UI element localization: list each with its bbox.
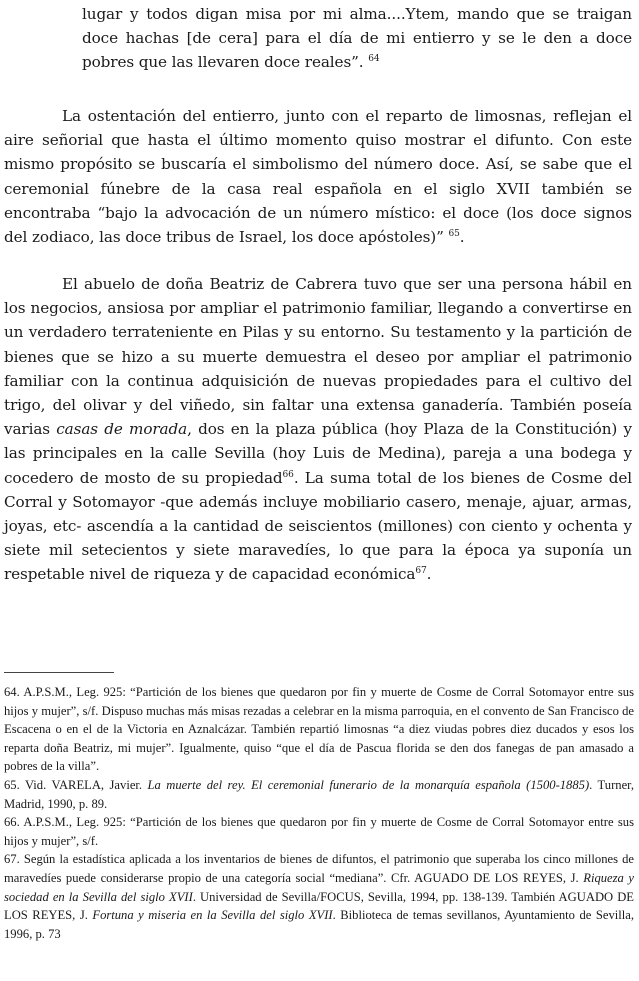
footnote-67	[4, 850, 634, 943]
footnote-65	[4, 776, 634, 813]
footnotes-section	[4, 683, 634, 943]
quote-text: lugar y todos digan misa por mi alma....Ytem, mando que se traigan doce hachas [de cera] para el día de mi entierro y se le den a doce pobres que las llevaren doce reales”.	[82, 5, 632, 72]
footnote-65-title: La muerte del rey. El ceremonial funerario de la monarquía española (1500-1885)	[147, 777, 590, 792]
paragraph2-part2: , dos en la plaza pública (hoy Plaza de la Constitución) y las principales en la calle Sevilla (hoy Luis de Medina), pareja a una bodega y cocedero de mosto de su propiedad	[4, 420, 632, 487]
paragraph1-end: .	[459, 228, 465, 247]
paragraph1-text: La ostentación del entierro, junto con el reparto de limosnas, reflejan el aire señorial que hasta el último momento quiso mostrar el difunto. Con este mismo propósito se buscaría el simbolismo del número doce. Así, se sabe que el ceremonial fúnebre de la casa real española en el siglo XVII también se encontraba “bajo la advocación de un número místico: el doce (los doce signos del zodiaco, las doce tribus de Israel, los doce apóstoles)”	[4, 107, 632, 247]
footnote-65-author: 65. Vid. VARELA, Javier.	[4, 777, 148, 792]
footnote-ref-65[interactable]: 65	[448, 229, 460, 240]
block-quote	[82, 2, 632, 75]
footnote-divider	[4, 672, 114, 673]
footnote-ref-64[interactable]: 64	[368, 54, 380, 65]
footnote-66-text: 66. A.P.S.M., Leg. 925: “Partición de los bienes que quedaron por fin y muerte de Cosme de Corral Sotomayor entre sus hijos y mujer”, s/f.	[4, 815, 634, 848]
footnote-64-text: 64. A.P.S.M., Leg. 925: “Partición de los bienes que quedaron por fin y muerte de Cosme de Corral Sotomayor entre sus hijos y mujer”, s/f. Dispuso muchas más misas rezadas a celebrar en la misma parroquia, en el convento de San Francisco de Escacena o en el de la Victoria en Aznalcázar. También repartió limosnas “a diez viudas pobres diez ducados y esos los reparta doña Beatriz, mi mujer”. Igualmente, quiso “que el día de Pascua florida se den dos fanegas de pan amasado a pobres de la villa”.	[4, 685, 634, 774]
footnote-67-text: 67. Según la estadística aplicada a los inventarios de bienes de difuntos, el patrimonio que superaba los cinco millones de maravedíes puede considerarse propio de una categoría social “mediana”. Cfr. AGUADO DE LOS REYES, J.	[4, 852, 634, 885]
paragraph2-part1: El abuelo de doña Beatriz de Cabrera tuvo que ser una persona hábil en los negocios, ansiosa por ampliar el patrimonio familiar, llegando a convertirse en un verdadero terrateniente en Pilas y su entorno. Su testamento y la partición de bienes que se hizo a su muerte demuestra el deseo por ampliar el patrimonio familiar con la continua adquisición de nuevas propiedades para el cultivo del trigo, del olivar y del viñedo, sin faltar una extensa ganadería. También poseía varias	[4, 275, 632, 439]
paragraph2-part3: . La suma total de los bienes de Cosme del Corral y Sotomayor -que además incluye mobiliario casero, menaje, ajuar, armas, joyas, etc- ascendía a la cantidad de seiscientos (millones) con ciento y ochenta y siete mil setecientos y siete maravedíes, lo que para la época ya suponía un respetable nivel de riqueza y de capacidad económica	[4, 468, 632, 584]
footnote-ref-67[interactable]: 67	[415, 566, 427, 577]
paragraph-ostentation	[4, 104, 632, 249]
footnote-ref-66[interactable]: 66	[282, 469, 294, 480]
footnote-67-publisher-2: . Biblioteca de temas sevillanos, Ayuntamiento de Sevilla, 1996, p. 73	[4, 908, 634, 941]
paragraph-grandfather	[4, 272, 632, 587]
footnote-67-title-1: Riqueza y sociedad en la Sevilla del siglo XVII	[4, 870, 635, 904]
footnote-65-publisher: . Turner, Madrid, 1990, p. 89.	[4, 777, 634, 811]
paragraph2-emphasis: casas de morada	[56, 420, 188, 439]
footnote-66	[4, 813, 634, 850]
paragraph2-end: .	[426, 565, 432, 584]
footnote-67-publisher-1: . Universidad de Sevilla/FOCUS, Sevilla, 1994, pp. 138-139. También AGUADO DE LOS REYES, J.	[4, 889, 634, 923]
footnote-64	[4, 683, 634, 776]
footnote-67-title-2: Fortuna y miseria en la Sevilla del siglo XVII	[92, 908, 333, 923]
